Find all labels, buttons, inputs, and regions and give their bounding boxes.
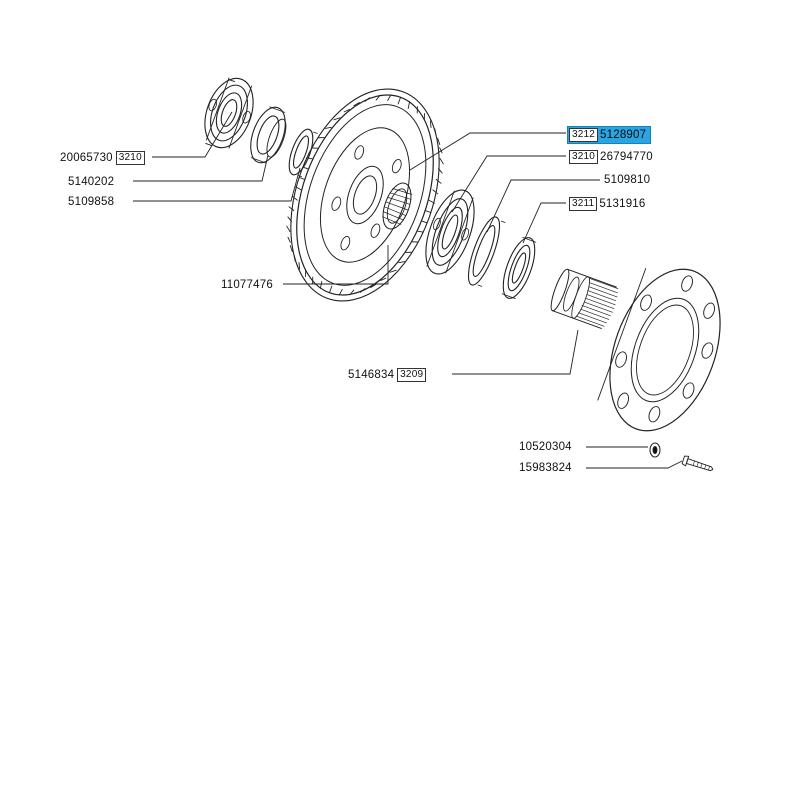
part-index-box: 3209 <box>397 368 426 382</box>
leader-5146834 <box>452 330 578 374</box>
label-10520304[interactable] <box>519 441 572 453</box>
label-26794770[interactable] <box>569 150 653 164</box>
label-5109810[interactable] <box>604 174 650 186</box>
part-code: 15983824 <box>519 462 572 474</box>
label-15983824[interactable] <box>519 462 572 474</box>
label-5109858[interactable] <box>68 196 114 208</box>
part-index-box: 3211 <box>569 197 597 211</box>
leader-5140202 <box>133 155 268 181</box>
label-5140202[interactable] <box>68 176 114 188</box>
leader-5109858 <box>133 168 300 201</box>
part-code: 5109858 <box>68 196 115 208</box>
part-axle-shaft <box>548 268 621 331</box>
part-code: 20065730 <box>60 152 113 164</box>
part-collar-left <box>244 103 293 168</box>
part-wheel-hub-flange <box>589 254 740 446</box>
leader-5131916 <box>523 203 566 243</box>
label-5146834[interactable] <box>348 368 426 382</box>
part-code: 5131916 <box>599 198 646 210</box>
label-5128907-selected[interactable] <box>567 126 651 144</box>
label-20065730[interactable] <box>60 151 145 165</box>
part-washer-small <box>650 443 660 457</box>
part-code: 26794770 <box>600 151 653 163</box>
label-5131916[interactable] <box>569 197 645 211</box>
part-code: 5109810 <box>604 174 651 186</box>
part-shim-right-1 <box>462 214 505 288</box>
part-code: 5140202 <box>68 176 115 188</box>
part-code: 11077476 <box>221 279 273 291</box>
part-bearing-outer-left-side <box>206 80 235 146</box>
part-index-box: 3212 <box>569 128 598 142</box>
part-index-box: 3210 <box>116 151 145 165</box>
part-code: 5146834 <box>348 369 395 381</box>
part-code: 5128907 <box>600 129 647 141</box>
part-bearing-outer-left <box>196 72 262 155</box>
leader-15983824 <box>586 461 682 468</box>
leader-20065730 <box>152 112 232 157</box>
part-shim-left <box>284 126 317 177</box>
label-11077476[interactable] <box>221 279 273 291</box>
part-oil-seal <box>497 234 541 302</box>
part-bolt <box>682 455 715 474</box>
part-index-box: 3210 <box>569 150 598 164</box>
part-code: 10520304 <box>519 441 572 453</box>
